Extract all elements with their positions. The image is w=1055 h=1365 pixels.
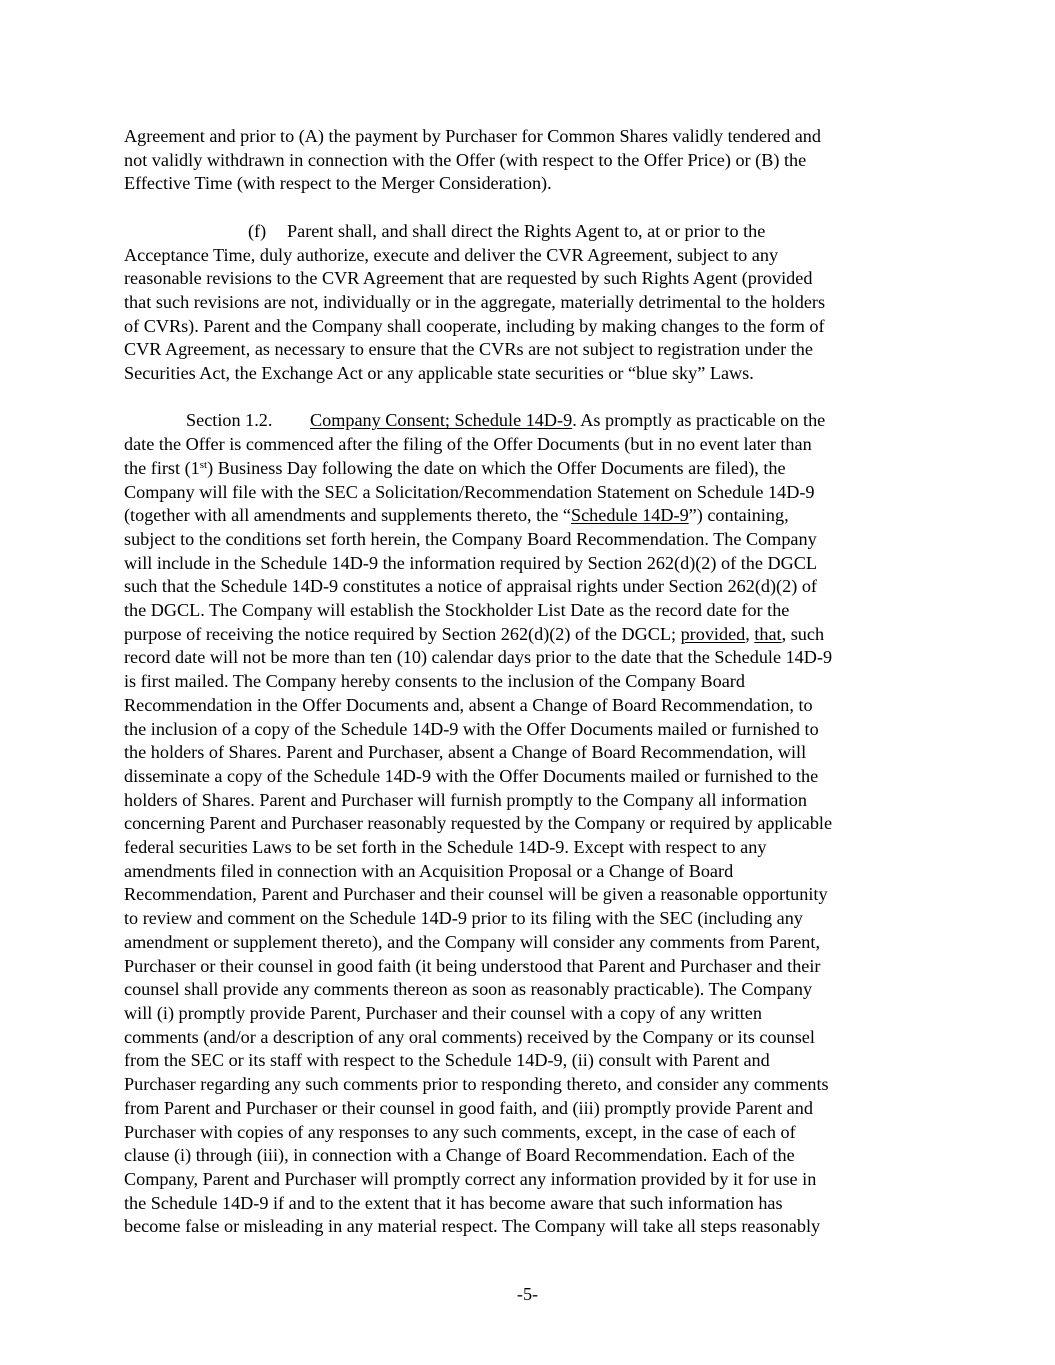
text-line: to review and comment on the Schedule 14D-9 prior to its filing with the SEC (including any (124, 908, 803, 929)
text-line: the DGCL. The Company will establish the Stockholder List Date as the record date for the (124, 600, 790, 621)
text-line: comments (and/or a description of any oral comments) received by the Company or its counsel (124, 1026, 815, 1047)
text-line: is first mailed. The Company hereby consents to the inclusion of the Company Board (124, 671, 745, 692)
text-run: ”) containing, (688, 505, 789, 526)
text-line: date the Offer is commenced after the filing of the Offer Documents (but in no event later than (124, 434, 812, 455)
text-line: Agreement and prior to (A) the payment by Purchaser for Common Shares validly tendered and (124, 126, 821, 146)
page-number: -5- (516, 1284, 539, 1304)
text-line: become false or misleading in any material respect. The Company will take all steps reasonably (124, 1216, 821, 1237)
text-line: will include in the Schedule 14D-9 the information required by Section 262(d)(2) of the DGCL (124, 552, 817, 573)
text-line (124, 220, 944, 244)
text-line (124, 504, 944, 528)
text-line: Recommendation in the Offer Documents and, absent a Change of Board Recommendation, to (124, 694, 813, 715)
text-line: Purchaser or their counsel in good faith (it being understood that Parent and Purchaser and their (124, 955, 821, 976)
text-line: of CVRs). Parent and the Company shall cooperate, including by making changes to the form of (124, 315, 825, 336)
section-number: Section 1.2. (186, 410, 273, 431)
text-line: subject to the conditions set forth herein, the Company Board Recommendation. The Company (124, 528, 817, 549)
text-line: Acceptance Time, duly authorize, execute and deliver the CVR Agreement, subject to any (124, 244, 779, 265)
text-line (124, 409, 944, 433)
text-line: federal securities Laws to be set forth in the Schedule 14D-9. Except with respect to any (124, 837, 767, 858)
text-line: clause (i) through (iii), in connection with a Change of Board Recommendation. Each of the (124, 1145, 795, 1166)
text-line: Effective Time (with respect to the Merger Consideration). (124, 173, 552, 194)
text-line: from the SEC or its staff with respect to the Schedule 14D-9, (ii) consult with Parent and (124, 1050, 770, 1071)
text-line: from Parent and Purchaser or their counsel in good faith, and (iii) promptly provide Parent and (124, 1097, 813, 1118)
text-run: , (745, 623, 755, 644)
text-line: that such revisions are not, individually or in the aggregate, materially detrimental to the holders (124, 291, 826, 312)
clause-label: (f) (248, 220, 267, 241)
section-1-2 (124, 409, 944, 1239)
text-run: the first (1 (124, 457, 200, 478)
text-line: CVR Agreement, as necessary to ensure that the CVRs are not subject to registration under the (124, 339, 813, 360)
text-line (124, 457, 944, 481)
text-line: Purchaser with copies of any responses to any such comments, except, in the case of each of (124, 1121, 796, 1142)
remaining-lines (124, 646, 944, 1239)
text-line: Company will file with the SEC a Solicitation/Recommendation Statement on Schedule 14D-9 (124, 481, 815, 502)
text-line: such that the Schedule 14D-9 constitutes a notice of appraisal rights under Section 262(d)(2) of (124, 576, 817, 597)
text-run: . As promptly as practicable on the (572, 410, 826, 431)
text-line: Purchaser regarding any such comments prior to responding thereto, and consider any comments (124, 1074, 829, 1095)
paragraph-continuation (124, 125, 944, 196)
defined-term: Schedule 14D-9 (570, 505, 689, 526)
text-line: record date will not be more than ten (10) calendar days prior to the date that the Schedule 14D-9 (124, 647, 833, 668)
text-run: ) Business Day following the date on which the Offer Documents are filed), the (207, 457, 786, 478)
text-line: will (i) promptly provide Parent, Purchaser and their counsel with a copy of any written (124, 1002, 762, 1023)
emphasized-term: that (754, 623, 782, 644)
text-run: , such (781, 623, 825, 644)
text-line (124, 623, 944, 647)
text-line: counsel shall provide any comments thereon as soon as reasonably practicable). The Company (124, 979, 813, 1000)
text-line: disseminate a copy of the Schedule 14D-9 with the Offer Documents mailed or furnished to the (124, 765, 819, 786)
text-run: purpose of receiving the notice required by Section 262(d)(2) of the DGCL; (124, 623, 681, 644)
text-line: amendments filed in connection with an Acquisition Proposal or a Change of Board (124, 860, 734, 881)
text-line: the holders of Shares. Parent and Purchaser, absent a Change of Board Recommendation, will (124, 742, 807, 763)
text-line: Recommendation, Parent and Purchaser and their counsel will be given a reasonable opportunity (124, 884, 828, 905)
body-text (124, 125, 944, 1239)
text-line: Company, Parent and Purchaser will promptly correct any information provided by it for use in (124, 1168, 817, 1189)
section-heading: Company Consent; Schedule 14D-9 (310, 410, 573, 431)
text-line: not validly withdrawn in connection with the Offer (with respect to the Offer Price) or (B) the (124, 149, 807, 170)
text-run: (together with all amendments and supplements thereto, the “ (124, 505, 571, 526)
text-line: Securities Act, the Exchange Act or any applicable state securities or “blue sky” Laws. (124, 363, 754, 384)
ordinal-superscript: st (199, 458, 208, 471)
text-line: holders of Shares. Parent and Purchaser will furnish promptly to the Company all information (124, 789, 807, 810)
text-line: the Schedule 14D-9 if and to the extent that it has become aware that such information has (124, 1192, 783, 1213)
paragraph-f (124, 220, 944, 386)
text-run: Parent shall, and shall direct the Rights Agent to, at or prior to the (287, 220, 766, 241)
text-line: the inclusion of a copy of the Schedule 14D-9 with the Offer Documents mailed or furnished to (124, 718, 819, 739)
emphasized-term: provided (680, 623, 746, 644)
text-line: concerning Parent and Purchaser reasonably requested by the Company or required by applicable (124, 813, 833, 834)
text-line: reasonable revisions to the CVR Agreement that are requested by such Rights Agent (provided (124, 268, 813, 289)
text-line: amendment or supplement thereto), and the Company will consider any comments from Parent, (124, 931, 821, 952)
